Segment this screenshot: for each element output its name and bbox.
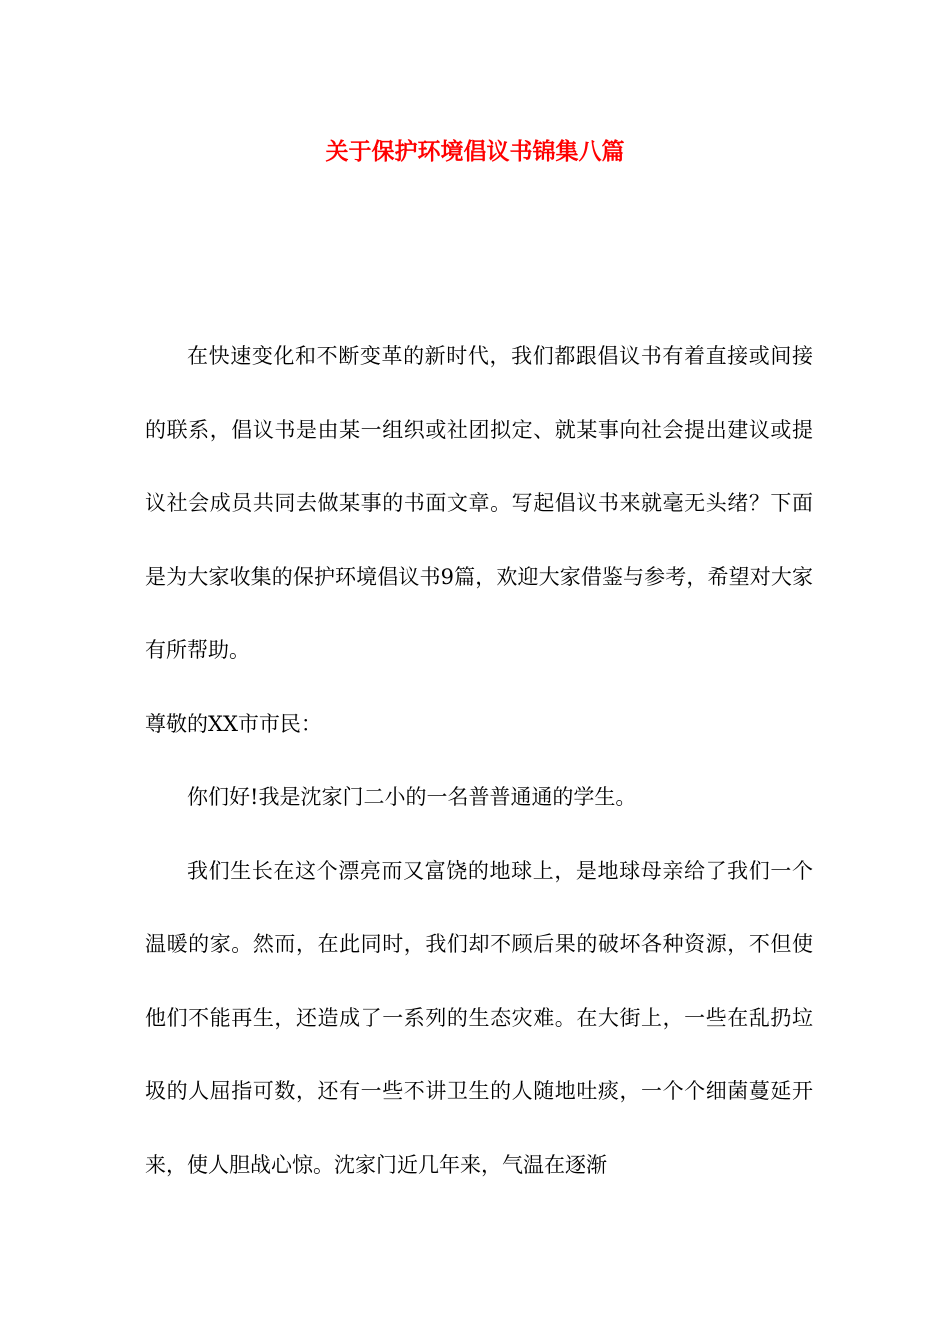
intro-paragraph: 在快速变化和不断变革的新时代，我们都跟倡议书有着直接或间接的联系，倡议书是由某一组织或社团拟定、就某事向社会提出建议或提议社会成员共同去做某事的书面文章。写起倡议书来就毫无头绪？下面是为大家收集的保护环境倡议书9篇，欢迎大家借鉴与参考，希望对大家有所帮助。	[145, 344, 813, 662]
salutation: 尊敬的XX市市民：	[145, 711, 322, 736]
main-paragraph: 我们生长在这个漂亮而又富饶的地球上，是地球母亲给了我们一个温暖的家。然而，在此同时，我们却不顾后果的破坏各种资源，不但使他们不能再生，还造成了一系列的生态灾难。在大街上，一些在乱扔垃圾的人屈指可数，还有一些不讲卫生的人随地吐痰，一个个细菌蔓延开来，使人胆战心惊。沈家门近几年来，气温在逐渐	[145, 858, 813, 1177]
greeting-paragraph: 你们好!我是沈家门二小的一名普普通通的学生。	[187, 785, 637, 809]
document-title: 关于保护环境倡议书锦集八篇	[325, 139, 625, 165]
document-body	[145, 320, 813, 1202]
